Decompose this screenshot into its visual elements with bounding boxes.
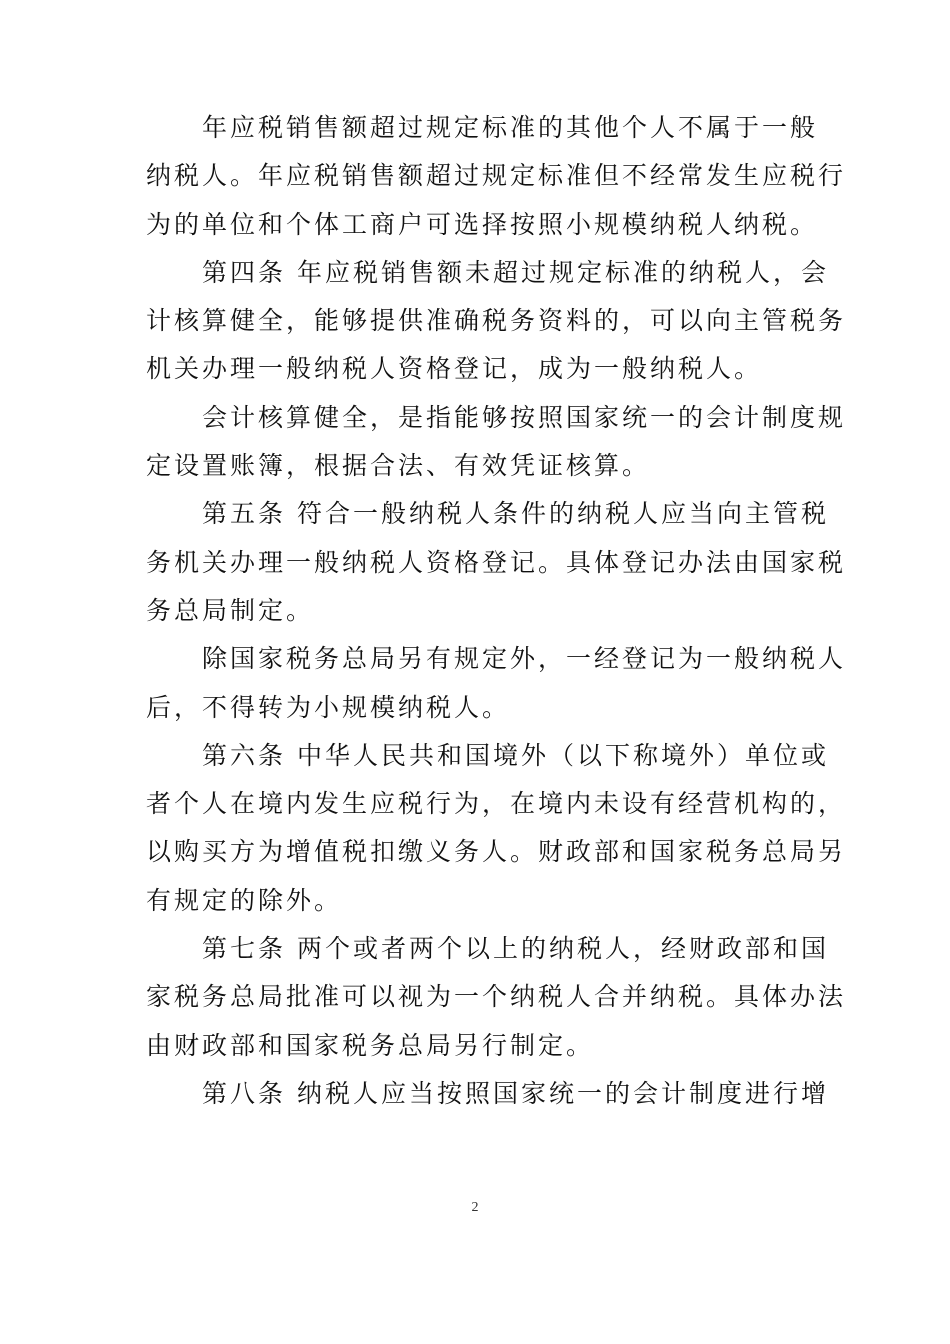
body-text (146, 104, 847, 1118)
text-line: 家税务总局批准可以视为一个纳税人合并纳税。具体办法 (146, 982, 847, 1012)
text-line: 后，不得转为小规模纳税人。 (146, 692, 511, 722)
text-line: 务总局制定。 (146, 595, 315, 625)
text-line: 纳税人。年应税销售额超过规定标准但不经常发生应税行 (146, 161, 847, 191)
text-line: 计核算健全，能够提供准确税务资料的，可以向主管税务 (146, 306, 847, 336)
text-line: 机关办理一般纳税人资格登记，成为一般纳税人。 (146, 354, 763, 384)
text-line: 以购买方为增值税扣缴义务人。财政部和国家税务总局另 (146, 837, 847, 867)
text-line: 者个人在境内发生应税行为，在境内未设有经营机构的， (146, 789, 847, 819)
text-line: 除国家税务总局另有规定外，一经登记为一般纳税人 (202, 644, 847, 674)
page-number: 2 (471, 1200, 479, 1215)
text-line: 由财政部和国家税务总局另行制定。 (146, 1030, 595, 1060)
text-line: 年应税销售额超过规定标准的其他个人不属于一般 (202, 113, 819, 142)
text-line: 第六条 中华人民共和国境外（以下称境外）单位或 (202, 740, 829, 770)
text-line: 会计核算健全，是指能够按照国家统一的会计制度规 (202, 402, 847, 432)
text-line: 第八条 纳税人应当按照国家统一的会计制度进行增 (202, 1078, 829, 1108)
text-line: 第五条 符合一般纳税人条件的纳税人应当向主管税 (202, 499, 829, 529)
text-line: 务机关办理一般纳税人资格登记。具体登记办法由国家税 (146, 547, 847, 577)
text-line: 为的单位和个体工商户可选择按照小规模纳税人纳税。 (146, 209, 819, 239)
text-line: 有规定的除外。 (146, 885, 343, 915)
text-line: 第七条 两个或者两个以上的纳税人，经财政部和国 (202, 934, 829, 964)
text-line: 第四条 年应税销售额未超过规定标准的纳税人，会 (202, 257, 829, 287)
text-line: 定设置账簿，根据合法、有效凭证核算。 (146, 451, 651, 481)
